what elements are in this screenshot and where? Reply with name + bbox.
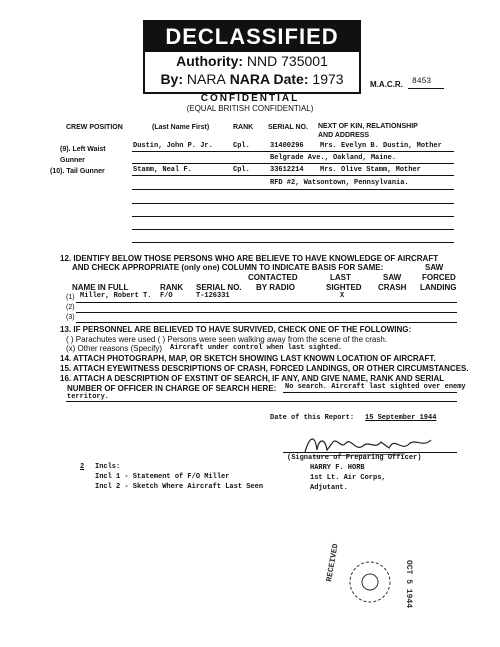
crew-1-nok-line2: Belgrade Ave., Oakland, Maine. [270, 154, 397, 162]
classification-sub: (EQUAL BRITISH CONFIDENTIAL) [186, 104, 314, 113]
enclosure-count: 2 [80, 463, 85, 471]
col-forced-saw: SAW [425, 263, 444, 272]
crew-1-serial: 31400296 [270, 142, 304, 150]
col-last-1: LAST [330, 273, 351, 282]
received-stamp-date: OCT 5 1944 [404, 560, 413, 609]
stamp-by-value: NARA [186, 71, 226, 87]
witness-1-name: Miller, Robert T. [80, 292, 152, 300]
crew-2-serial: 33612214 [270, 166, 304, 174]
signature-caption: (Signature of Preparing Officer) [287, 454, 422, 462]
section13-line3-label: (x) Other reasons (Specify) [66, 344, 163, 353]
section15: 15. ATTACH EYEWITNESS DESCRIPTIONS OF CRASH, FORCED LANDINGS, OR OTHER CIRCUMSTANCES. [60, 364, 469, 373]
section12-line1: 12. IDENTIFY BELOW THOSE PERSONS WHO ARE BELIEVE TO HAVE KNOWLEDGE OF AIRCRAFT [60, 254, 439, 263]
col-saw-2: CRASH [378, 283, 407, 292]
witness-1-serial: T-126331 [196, 292, 230, 300]
section12-line2: AND CHECK APPROPRIATE (only one) COLUMN TO INDICATE BASIS FOR SAME: [72, 263, 384, 272]
col-next-of-kin: NEXT OF KIN, RELATIONSHIP AND ADDRESS [318, 123, 418, 139]
col-saw-1: SAW [383, 273, 402, 282]
col-serial: SERIAL NO. [268, 124, 308, 131]
crew-1-nok-line1: Mrs. Evelyn B. Dustin, Mother [320, 142, 442, 150]
report-date-label: Date of this Report: [270, 414, 355, 422]
witness-1-num: (1) [66, 294, 75, 301]
col-forced-1: FORCED [422, 273, 456, 282]
report-date-value: 15 September 1944 [365, 414, 437, 422]
macr-number: 8453 [412, 77, 432, 86]
stamp-authority-value: NND 735001 [246, 53, 328, 69]
witness-1-last-sighted-mark: X [340, 292, 345, 300]
crew-2-nok-line1: Mrs. Olive Stamm, Mother [320, 166, 421, 174]
col-contacted-2: BY RADIO [256, 283, 295, 292]
crew-1-position: (9). Left Waist Gunner [60, 146, 106, 164]
classification-heading: CONFIDENTIAL [200, 93, 300, 104]
col-forced-2: LANDING [420, 283, 457, 292]
stamp-authority-line [145, 53, 359, 69]
declassified-stamp [143, 20, 361, 94]
col-last-2: SIGHTED [326, 283, 362, 292]
section13-line3-value: Aircraft under control when last sighted. [170, 344, 343, 352]
witness-3-num: (3) [66, 314, 75, 321]
stamp-by-line [145, 71, 359, 87]
crew-2-rank: Cpl. [233, 166, 250, 174]
section14: 14. ATTACH PHOTOGRAPH, MAP, OR SKETCH SHOWING LAST KNOWN LOCATION OF AIRCRAFT. [60, 354, 436, 363]
stamp-date-label: NARA Date: [229, 71, 309, 87]
stamp-authority-label: Authority: [176, 53, 244, 69]
witness-2-num: (2) [66, 304, 75, 311]
officer-rank: 1st Lt. Air Corps, [310, 474, 386, 482]
macr-label: M.A.C.R. [370, 80, 403, 89]
enclosure-label: Incls: [95, 463, 121, 471]
stamp-title: DECLASSIFIED [145, 22, 359, 52]
crew-1-name: Dustin, John P. Jr. [133, 142, 213, 150]
received-stamp-word: RECEIVED [325, 543, 341, 583]
officer-title: Adjutant. [310, 484, 348, 492]
section16-line1: 16. ATTACH A DESCRIPTION OF EXSTINT OF SEARCH, IF ANY, AND GIVE NAME, RANK AND SERIAL [60, 374, 445, 383]
col-crew-position: CREW POSITION [66, 124, 123, 131]
witness-1-rank: F/O [160, 292, 173, 300]
col-contacted-1: CONTACTED [248, 273, 298, 282]
col-s12-rank: RANK [160, 283, 184, 292]
col-name-full: NAME IN FULL [72, 283, 129, 292]
section16-line2: NUMBER OF OFFICER IN CHARGE OF SEARCH HERE: [67, 384, 277, 393]
stamp-by-label: By: [160, 71, 183, 87]
section16-value-1: No search. Aircraft last sighted over enemy [285, 383, 466, 391]
col-name: (Last Name First) [152, 124, 210, 131]
enclosure-item-2: Incl 2 - Sketch Where Aircraft Last Seen [95, 483, 264, 491]
section13-line1: 13. IF PERSONNEL ARE BELIEVED TO HAVE SURVIVED, CHECK ONE OF THE FOLLOWING: [60, 325, 412, 334]
received-stamp [325, 540, 425, 620]
crew-2-name: Stamm, Neal F. [133, 166, 192, 174]
col-s12-serial: SERIAL NO. [196, 283, 242, 292]
crew-2-position: (10). Tail Gunner [50, 168, 105, 175]
enclosure-item-1: Incl 1 - Statement of F/O Miller [95, 473, 230, 481]
section16-value-2: territory. [67, 393, 110, 401]
crew-1-rank: Cpl. [233, 142, 250, 150]
section13-line2: ( ) Parachutes were used ( ) Persons were seen walking away from the scene of the crash. [66, 335, 388, 344]
crew-2-nok-line2: RFD #2, Watsontown, Pennsylvania. [270, 179, 409, 187]
officer-name: HARRY F. HORB [310, 464, 365, 472]
stamp-date-value: 1973 [312, 71, 344, 87]
col-rank: RANK [233, 124, 254, 131]
